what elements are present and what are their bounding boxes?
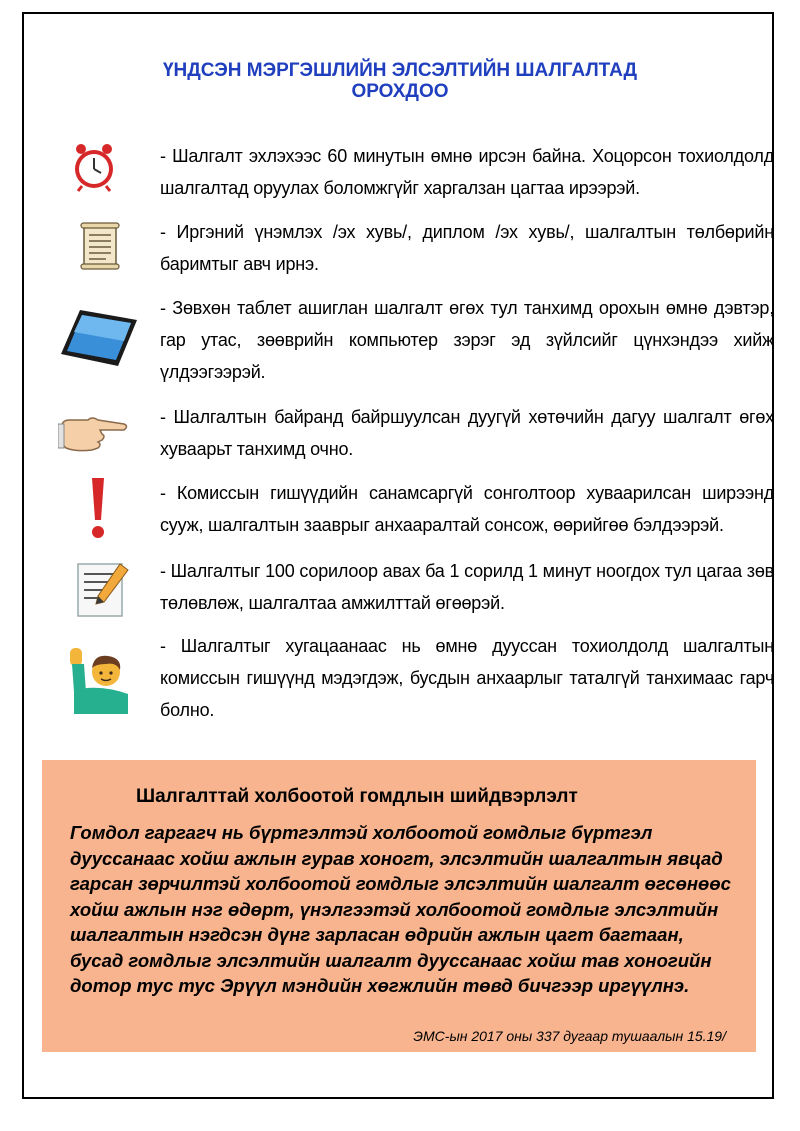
instruction-7 [160, 630, 774, 726]
instruction-2-text: - Иргэний үнэмлэх /эх хувь/, диплом /эх хувь/, шалгалтын төлбөрийн баримтыг авч ирнэ. [160, 222, 774, 274]
title-line-1: ҮНДСЭН МЭРГЭШЛИЙН ЭЛСЭЛТИЙН ШАЛГАЛТАД [162, 60, 638, 81]
exclamation-icon [88, 476, 108, 540]
instruction-5 [160, 477, 774, 541]
raising-hand-person-icon [66, 646, 134, 714]
instruction-3-text: - Зөвхөн таблет ашиглан шалгалт өгөх тул танхимд орохын өмнө дэвтэр, гар утас, зөөврийн компьютер зэрэг эд зүйлсийг цүнхэндээ хийж үлдээгээрэй. [160, 298, 774, 382]
instruction-4-text: - Шалгалтын байранд байршуулсан дуугүй хөтөчийн дагуу шалгалт өгөх хуваарьт танхимд очно. [160, 407, 774, 459]
instruction-6-text: - Шалгалтыг 100 сорилоор авах ба 1 сорилд 1 минут ноогдох тул цагаа зөв төлөвлөж, шалгалтаа амжилттай өгөөрэй. [160, 561, 774, 613]
title-line-2: ОРОХДОО [351, 81, 449, 102]
page-title [80, 60, 720, 102]
instruction-3 [160, 292, 774, 388]
instruction-2 [160, 216, 774, 280]
instruction-4 [160, 401, 774, 465]
alarm-clock-icon [70, 142, 118, 192]
complaint-reference: ЭМС-ын 2017 оны 337 дугаар тушаалын 15.19/ [413, 1028, 726, 1044]
complaint-title: Шалгалттай холбоотой гомдлын шийдвэрлэлт [136, 786, 578, 807]
instruction-7-text: - Шалгалтыг хугацаанаас нь өмнө дуусcан тохиолдолд шалгалтын комиссын гишүүнд мэдэгдэж, бусдын анхаарлыг таталгүй танхимаас гарч болно. [160, 636, 774, 720]
scroll-document-icon [78, 222, 122, 270]
instruction-5-text: - Комиссын гишүүдийн санамсаргүй сонголтоор хуваарилсан ширээнд сууж, шалгалтын зааврыг анхааралтай сонсож, өөрийгөө бэлдээрэй. [160, 483, 774, 535]
tablet-icon [60, 308, 138, 368]
complaint-body: Гомдол гаргагч нь бүртгэлтэй холбоотой гомдлыг бүртгэл дууссанаас хойш ажлын гурав хоногт, элсэлтийн шалгалтын явцад гарсан зөрчилтэй холбоотой гомдлыг элсэлтийн шалгалт өгсөнөөс хойш ажлын нэг өдөрт, үнэлгээтэй холбоотой гомдлыг элсэлтийн шалгалтын нэгдсэн дүнг зарласан өдрийн ажлын цагт багтаан, бусад гомдлыг элсэлтийн шалгалт дууссанаас хойш тав хоногийн дотор тус тус Эрүүл мэндийн хөгжлийн төвд бичгээр иргүүлнэ. [70, 822, 731, 996]
instruction-6 [160, 555, 774, 619]
pointing-hand-icon [58, 412, 130, 454]
instruction-1-text: - Шалгалт эхлэхээс 60 минутын өмнө ирсэн байна. Хоцорсон тохиолдолд шалгалтад оруулах боломжгүйг харгалзан цагтаа ирээрэй. [160, 146, 774, 198]
memo-pencil-icon [76, 560, 130, 618]
instruction-1 [160, 140, 774, 204]
